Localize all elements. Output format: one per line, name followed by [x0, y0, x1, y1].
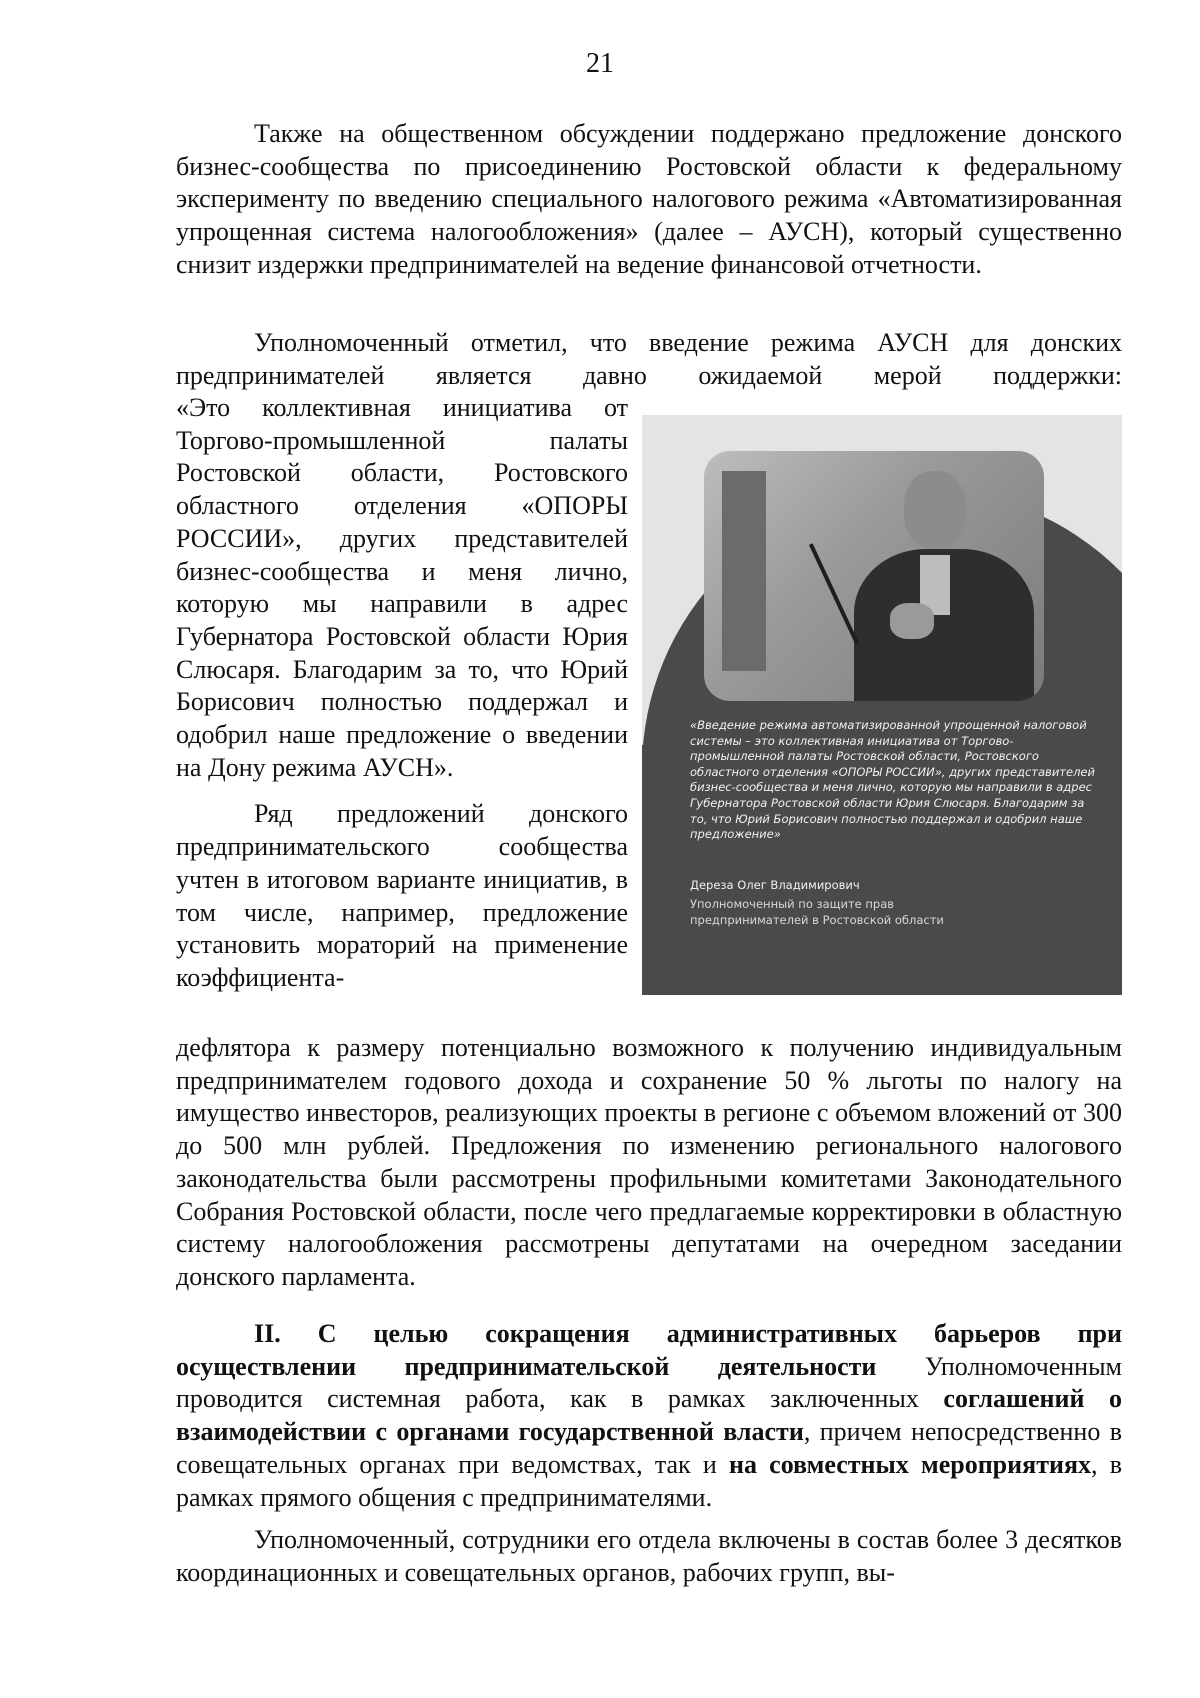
quote-author-name: Дереза Олег Владимирович: [690, 878, 860, 892]
quote-graphic: [642, 415, 1122, 995]
paragraph-commissioner-note: [176, 327, 1122, 392]
speaker-photo: [704, 451, 1044, 701]
section-ii-heading: II. С целью сокращения административных барьеров при осуществлении предпринимательской деятельности: [176, 1319, 1122, 1381]
emphasis-agreements: соглашений о взаимодействии с органами государственной власти: [176, 1384, 1122, 1447]
proposals-paragraph-start: Ряд предложений донского предпринимательского сообщества учтен в итоговом варианте инициатив, в том числе, например, предложение установить мораторий на применение коэффициента-: [176, 799, 628, 992]
microphone-icon: [809, 543, 859, 644]
quote-author-title: Уполномоченный по защите прав предпринимателей в Ростовской области: [690, 897, 944, 927]
paragraph-text: Также на общественном обсуждении поддержано предложение донского бизнес-сообщества по присоединению Ростовской области к федеральному эксперименту по введению специального налогового режима «Автоматизированная упрощенная система налогообложения» (далее – АУСН), который существенно снизит издержки предпринимателей на ведение финансовой отчетности.: [176, 119, 1122, 279]
paragraph-aush-proposal: [176, 118, 1122, 282]
paragraph-text: Уполномоченный отметил, что введение режима АУСН для донских предпринимателей является давно ожидаемой мерой поддержки:: [176, 328, 1122, 390]
paragraph-proposals-continued: [176, 1032, 1122, 1294]
graphic-quote-text: «Введение режима автоматизированной упрощенной налоговой системы – это коллективная инициатива от Торгово-промышленной палаты Ростовской области, Ростовского областного отделения «ОПОРЫ РОССИИ», других представителей бизнес-сообщества и меня лично, которую мы направили в адрес Губернатора Ростовской области Юрия Слюсаря. Благодарим за то, что Юрий Борисович полностью поддержал и одобрил наше предложение»: [690, 718, 1095, 842]
emphasis-joint-events: на совместных мероприятиях: [728, 1449, 1092, 1479]
paragraph-section-ii: II. С целью сокращения административных барьеров при осуществлении предпринимательской деятельности Уполномоченным проводится системная работа, как в рамках заключенных соглашений о взаимодействии с органами государственной власти, причем непосредственно в совещательных органах при ведомствах, так и на совместных мероприятиях, в рамках прямого общения с предпринимателями.: [176, 1319, 1122, 1512]
paragraph-text: дефлятора к размеру потенциально возможного к получению индивидуальным предпринимателем годового дохода и сохранение 50 % льготы по налогу на имущество инвесторов, реализующих проекты в регионе с объемом вложений от 300 до 500 млн рублей. Предложения по изменению регионального налогового законодательства были рассмотрены профильными комитетами Законодательного Собрания Ростовской области, после чего предлагаемые корректировки в областную систему налогообложения рассмотрены депутатами на очередном заседании донского парламента.: [176, 1033, 1122, 1291]
page-number: 21: [586, 48, 614, 79]
wrapped-text-column: [176, 392, 628, 995]
paragraph-staff-bodies: [176, 1524, 1122, 1589]
paragraph-text: Уполномоченный, сотрудники его отдела включены в состав более 3 десятков координационных и совещательных органов, рабочих групп, вы-: [176, 1525, 1122, 1587]
commissioner-quote: «Это коллективная инициатива от Торгово-промышленной палаты Ростовской области, Ростовского областного отделения «ОПОРЫ РОССИИ», других представителей бизнес-сообщества и меня лично, которую мы направили в адрес Губернатора Ростовской области Юрия Слюсаря. Благодарим за то, что Юрий Борисович полностью поддержал и одобрил наше предложение о введении на Дону режима АУСН».: [176, 393, 628, 782]
